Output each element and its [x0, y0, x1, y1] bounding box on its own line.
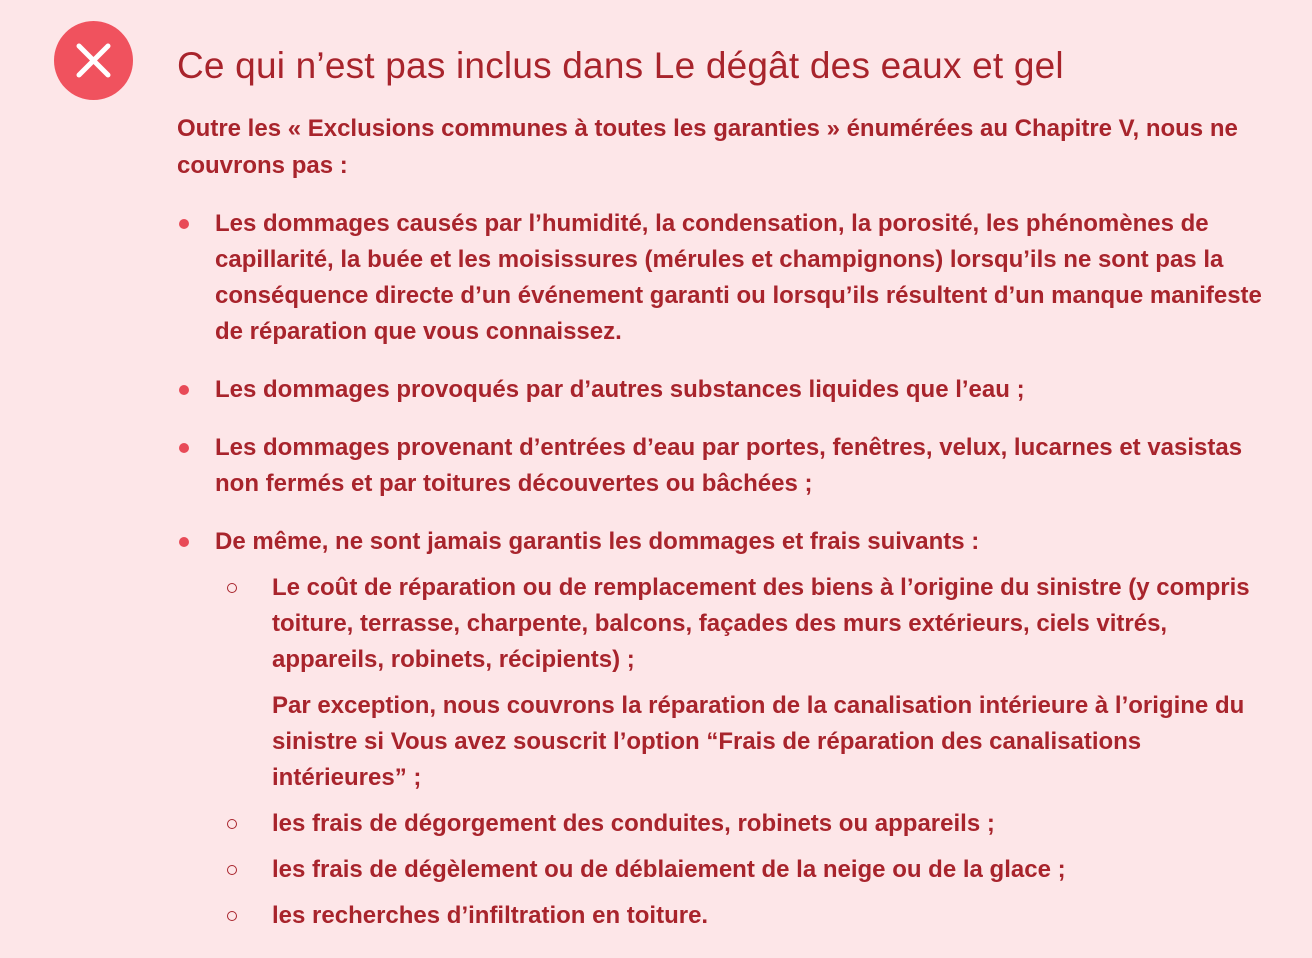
exclusions-list [177, 206, 1267, 934]
sub-exclusion-item [215, 806, 1267, 842]
intro-text: Outre les « Exclusions communes à toutes les garanties » énumérées au Chapitre V, nous ne couvrons pas : [177, 115, 1238, 179]
bullet-dot [179, 537, 189, 547]
sub-bullet-ring [227, 819, 237, 829]
sub-exclusion-note: Par exception, nous couvrons la réparation de la canalisation intérieure à l’origine du sinistre si Vous avez souscrit l’option “Frais de réparation des canalisations intérieures” ; [272, 692, 1245, 791]
exclusion-text: Les dommages provenant d’entrées d’eau par portes, fenêtres, velux, lucarnes et vasistas non fermés et par toitures découvertes ou bâchées ; [215, 434, 1243, 497]
sub-exclusion-item [215, 852, 1267, 888]
bullet-dot [179, 219, 189, 229]
sub-bullet-ring [227, 911, 237, 921]
sub-exclusion-text: les frais de dégorgement des conduites, robinets ou appareils ; [272, 810, 995, 837]
sub-bullet-ring [227, 865, 237, 875]
sub-exclusions-list [215, 570, 1267, 934]
sub-exclusion-text: les recherches d’infiltration en toiture. [272, 902, 709, 929]
sub-exclusion-text: les frais de dégèlement ou de déblaiement de la neige ou de la glace ; [272, 856, 1066, 883]
sub-exclusion-text: Le coût de réparation ou de remplacement des biens à l’origine du sinistre (y compris toiture, terrasse, charpente, balcons, façades des murs extérieurs, ciels vitrés, appareils, robinets, récipients) ; [272, 574, 1250, 673]
exclusion-text: De même, ne sont jamais garantis les dommages et frais suivants : [215, 528, 980, 555]
exclusion-item [177, 206, 1267, 350]
bullet-dot [179, 385, 189, 395]
exclusion-item [177, 524, 1267, 934]
exclusion-item [177, 430, 1267, 502]
sub-exclusion-item [215, 898, 1267, 934]
sub-bullet-ring [227, 583, 237, 593]
sub-exclusion-item [215, 570, 1267, 796]
exclusion-text: Les dommages causés par l’humidité, la condensation, la porosité, les phénomènes de capillarité, la buée et les moisissures (mérules et champignons) lorsqu’ils ne sont pas la conséquence directe d’un événement garanti ou lorsqu’ils résultent d’un manque manifeste de réparation que vous connaissez. [215, 210, 1262, 345]
exclusion-item [177, 372, 1267, 408]
close-icon [54, 21, 133, 100]
exclusions-section [177, 44, 1267, 944]
bullet-dot [179, 443, 189, 453]
section-title: Ce qui n’est pas inclus dans Le dégât des eaux et gel [177, 45, 1064, 86]
exclusion-text: Les dommages provoqués par d’autres substances liquides que l’eau ; [215, 376, 1025, 403]
